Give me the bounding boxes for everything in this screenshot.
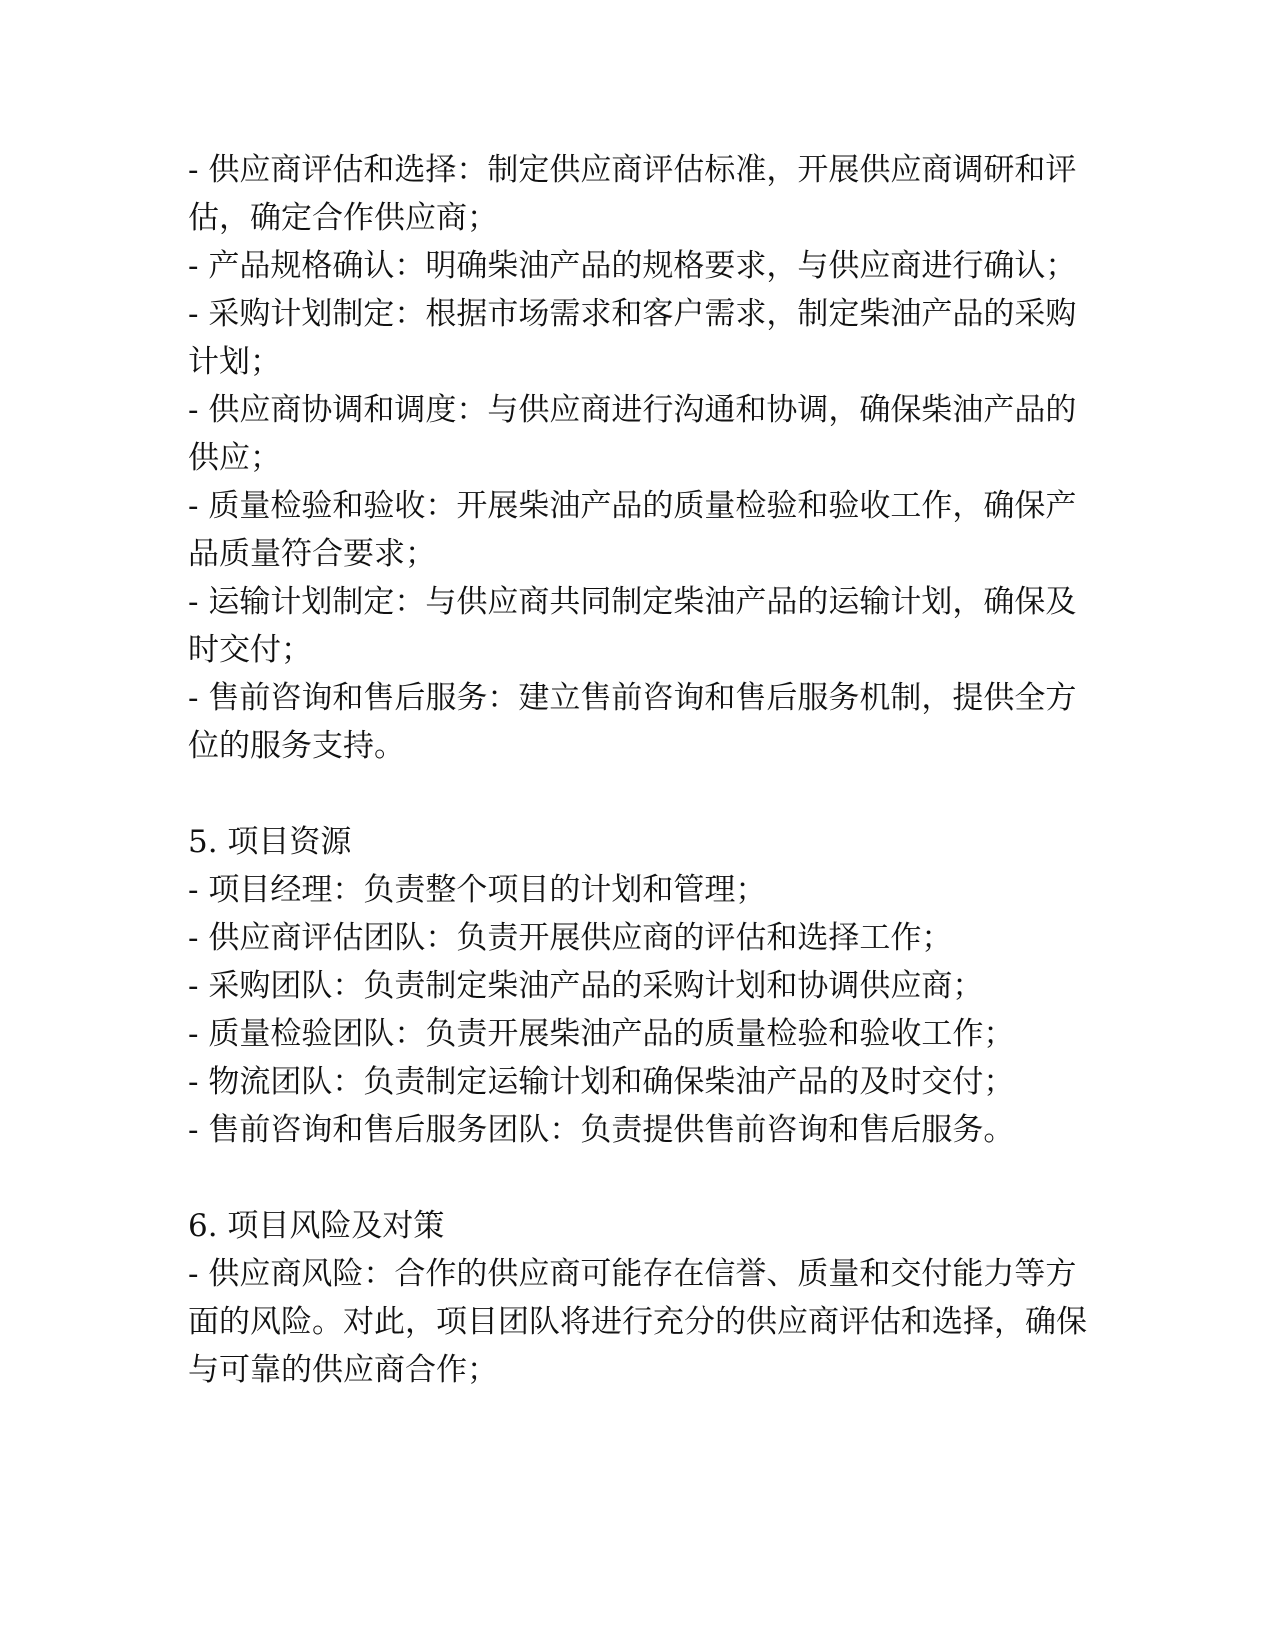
section-heading-resources: 5. 项目资源	[188, 824, 352, 860]
list-item-procurement-plan: - 采购计划制定：根据市场需求和客户需求，制定柴油产品的采购计划；	[188, 296, 1077, 380]
list-item-transport-plan: - 运输计划制定：与供应商共同制定柴油产品的运输计划，确保及时交付；	[188, 584, 1077, 668]
list-item-quality-inspection: - 质量检验和验收：开展柴油产品的质量检验和验收工作，确保产品质量符合要求；	[188, 488, 1077, 572]
list-item-supplier-evaluation: - 供应商评估和选择：制定供应商评估标准，开展供应商调研和评估，确定合作供应商；	[188, 152, 1077, 236]
resource-item-project-manager: - 项目经理：负责整个项目的计划和管理；	[188, 872, 767, 908]
resource-item-evaluation-team: - 供应商评估团队：负责开展供应商的评估和选择工作；	[188, 920, 953, 956]
resource-item-service-team: - 售前咨询和售后服务团队：负责提供售前咨询和售后服务。	[188, 1112, 1015, 1148]
risk-item-supplier: - 供应商风险：合作的供应商可能存在信誉、质量和交付能力等方面的风险。对此，项目团队将进行充分的供应商评估和选择，确保与可靠的供应商合作；	[188, 1256, 1087, 1388]
resource-item-quality-team: - 质量检验团队：负责开展柴油产品的质量检验和验收工作；	[188, 1016, 1015, 1052]
section-heading-risks: 6. 项目风险及对策	[188, 1208, 445, 1244]
resource-item-procurement-team: - 采购团队：负责制定柴油产品的采购计划和协调供应商；	[188, 968, 984, 1004]
resource-item-logistics-team: - 物流团队：负责制定运输计划和确保柴油产品的及时交付；	[188, 1064, 1015, 1100]
list-item-supplier-coordination: - 供应商协调和调度：与供应商进行沟通和协调，确保柴油产品的供应；	[188, 392, 1077, 476]
list-item-spec-confirmation: - 产品规格确认：明确柴油产品的规格要求，与供应商进行确认；	[188, 248, 1077, 284]
document-body	[188, 146, 1088, 1394]
section-spacer	[188, 770, 1088, 818]
section-spacer	[188, 1154, 1088, 1202]
list-item-presale-aftersale: - 售前咨询和售后服务：建立售前咨询和售后服务机制，提供全方位的服务支持。	[188, 680, 1077, 764]
